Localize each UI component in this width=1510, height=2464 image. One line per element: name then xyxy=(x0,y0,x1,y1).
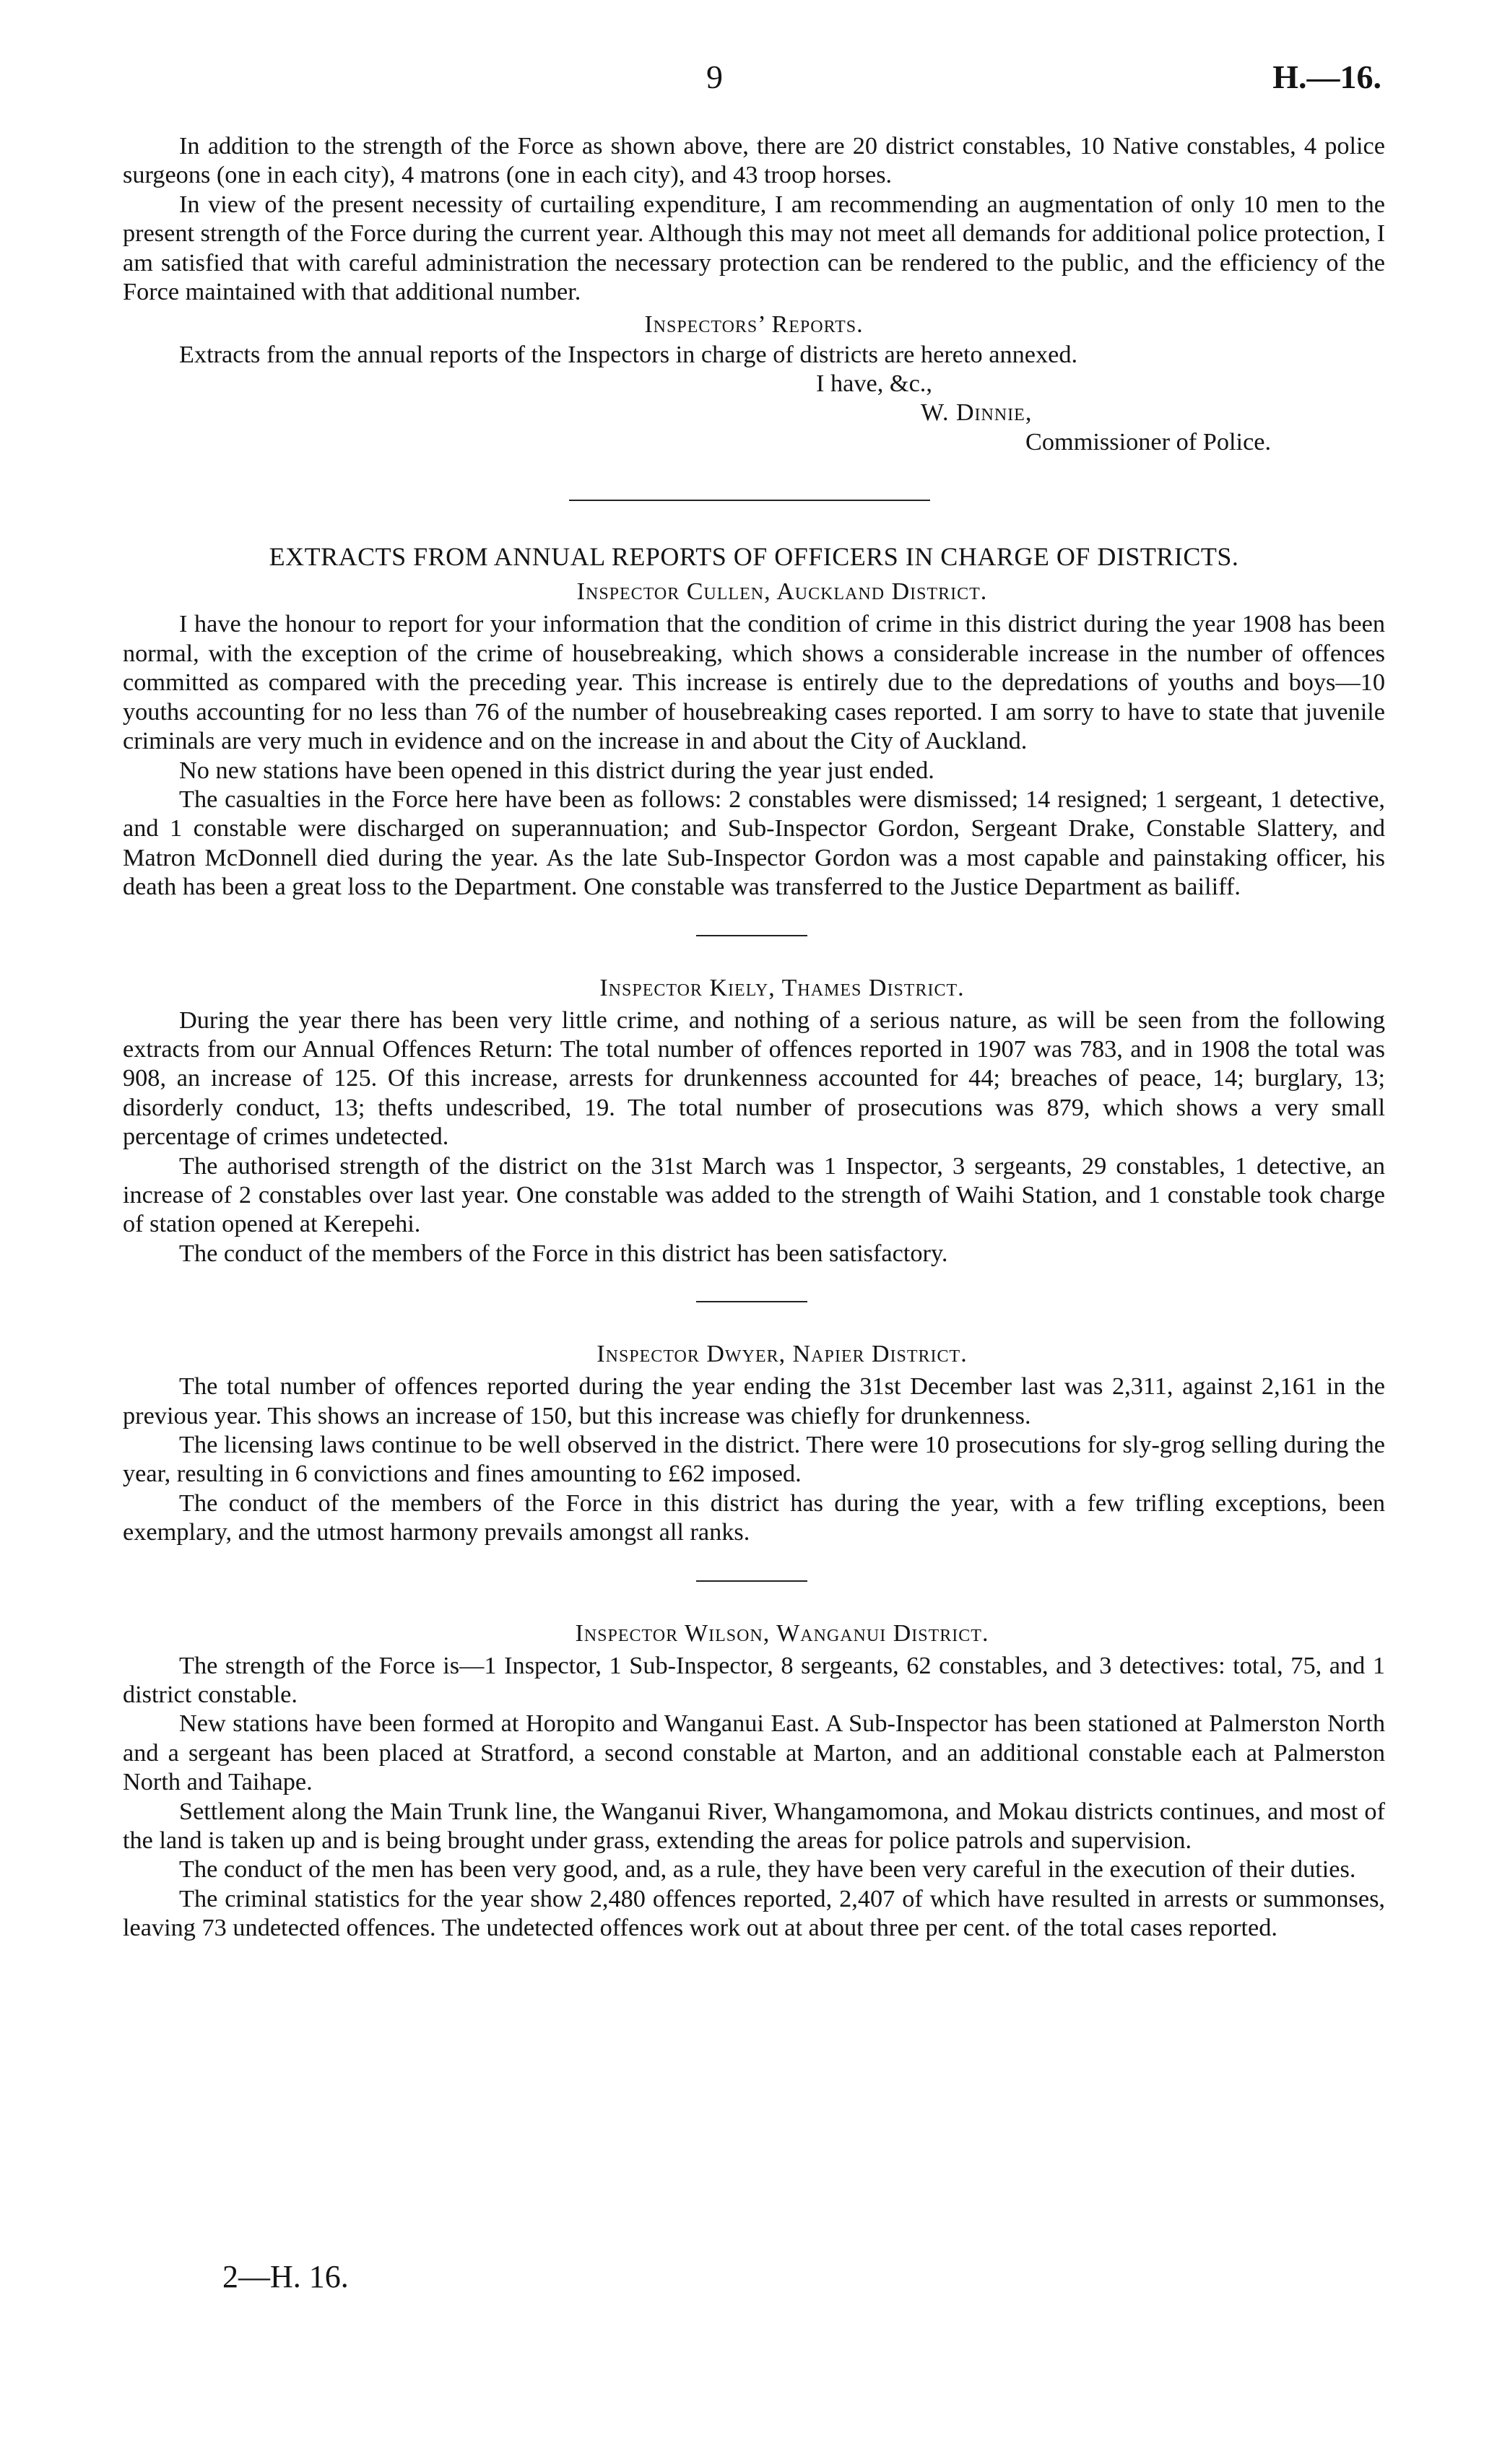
paragraph: Settlement along the Main Trunk line, the Wanganui River, Whangamomona, and Mokau districts continues, and most of the land is taken up and is being brought under grass, extending the areas for police patrols and supervision. xyxy=(123,1797,1385,1855)
divider xyxy=(696,935,807,936)
section-heading-wilson: Inspector Wilson, Wanganui District. xyxy=(575,1619,989,1647)
paragraph: The conduct of the members of the Force in this district has during the year, with a few trifling exceptions, been exemplary, and the utmost harmony prevails amongst all ranks. xyxy=(123,1489,1385,1546)
paragraph: In view of the present necessity of curtailing expenditure, I am recommending an augmentation of only 10 men to the present strength of the Force during the current year. Although this may not meet all demands for additional police protection, I am satisfied that with careful administration the necessary protection can be rendered to the public, and the efficiency of the Force maintained with that additional number. xyxy=(123,190,1385,306)
paragraph: During the year there has been very little crime, and nothing of a serious nature, as will be seen from the following extracts from our Annual Offences Return: The total number of offences reported in 1907 was 783, and in 1908 the total was 908, an increase of 125. Of this increase, arrests for drunkenness accounted for 44; breaches of peace, 14; burglary, 13; disorderly conduct, 13; thefts undescribed, 19. The total number of prosecutions was 879, which shows a very small percentage of crimes undetected. xyxy=(123,1006,1385,1151)
paragraph: The casualties in the Force here have been as follows: 2 constables were dismissed; 14 resigned; 1 sergeant, 1 detective, and 1 constable were discharged on superannuation; and Sub-Inspector Gordon, Sergeant Drake, Constable Slattery, and Matron McDonnell died during the year. As the late Sub-Inspector Gordon was a most capable and painstaking officer, his death has been a great loss to the Department. One constable was transferred to the Justice Department as bailiff. xyxy=(123,785,1385,901)
paragraph: I have the honour to report for your information that the condition of crime in this district during the year 1908 has been normal, with the exception of the crime of housebreaking, which shows a considerable increase in the number of offences committed as compared with the preceding year. This increase is entirely due to the depredations of youths and boys—10 youths accounting for no less than 76 of the number of housebreaking cases reported. I am sorry to have to state that juvenile criminals are very much in evidence and on the increase in and about the City of Auckland. xyxy=(123,610,1385,755)
section-heading-cullen: Inspector Cullen, Auckland District. xyxy=(576,578,988,606)
paragraph: The total number of offences reported during the year ending the 31st December last was 2,311, against 2,161 in the previous year. This shows an increase of 150, but this increase was chiefly for drunkenness. xyxy=(123,1372,1385,1429)
section-heading-dwyer: Inspector Dwyer, Napier District. xyxy=(596,1341,968,1368)
page-header xyxy=(0,58,1510,108)
extracts-title: EXTRACTS FROM ANNUAL REPORTS OF OFFICERS IN CHARGE OF DISTRICTS. xyxy=(269,542,1239,572)
signature-mark: 2—H. 16. xyxy=(222,2259,349,2294)
section-heading-inspectors-reports: Inspectors’ Reports. xyxy=(644,311,864,339)
paragraph: The authorised strength of the district on the 31st March was 1 Inspector, 3 sergeants, 29 constables, 1 detective, an increase of 2 constables over last year. One constable was added to the strength of Waihi Station, and 1 constable took charge of station opened at Kerepehi. xyxy=(123,1152,1385,1238)
divider xyxy=(696,1580,807,1582)
paragraph: The conduct of the members of the Force in this district has been satisfactory. xyxy=(179,1239,948,1267)
document-code: H.—16. xyxy=(1272,58,1381,95)
paragraph: The criminal statistics for the year show 2,480 offences reported, 2,407 of which have resulted in arrests or summonses, leaving 73 undetected offences. The undetected offences work out at about three per cent. of the total cases reported. xyxy=(123,1884,1385,1942)
section-heading-kiely: Inspector Kiely, Thames District. xyxy=(599,974,965,1001)
paragraph: Extracts from the annual reports of the Inspectors in charge of districts are hereto annexed. xyxy=(179,340,1078,368)
paragraph: The licensing laws continue to be well observed in the district. There were 10 prosecutions for sly-grog selling during the year, resulting in 6 convictions and fines amounting to £62 imposed. xyxy=(123,1431,1385,1488)
signoff-name: W. Dinnie, xyxy=(921,399,1033,426)
paragraph: No new stations have been opened in this district during the year just ended. xyxy=(179,756,934,784)
paragraph: In addition to the strength of the Force as shown above, there are 20 district constables, 10 Native constables, 4 police surgeons (one in each city), 4 matrons (one in each city), and 43 troop horses. xyxy=(123,132,1385,189)
page-number: 9 xyxy=(706,58,723,95)
signoff-title: Commissioner of Police. xyxy=(1025,428,1272,456)
paragraph: The conduct of the men has been very good, and, as a rule, they have been very careful in the execution of their duties. xyxy=(179,1855,1356,1884)
divider xyxy=(696,1301,807,1302)
signoff-block xyxy=(816,369,1385,456)
paragraph: New stations have been formed at Horopito and Wanganui East. A Sub-Inspector has been stationed at Palmerston North and a sergeant has been placed at Stratford, a second constable at Marton, and an additional constable each at Palmerston North and Taihape. xyxy=(123,1710,1385,1796)
page-content xyxy=(123,131,1385,1943)
paragraph: The strength of the Force is—1 Inspector, 1 Sub-Inspector, 8 sergeants, 62 constables, and 3 detectives: total, 75, and 1 district constable. xyxy=(123,1651,1385,1709)
divider xyxy=(569,500,930,501)
signoff-salutation: I have, &c., xyxy=(816,370,932,398)
